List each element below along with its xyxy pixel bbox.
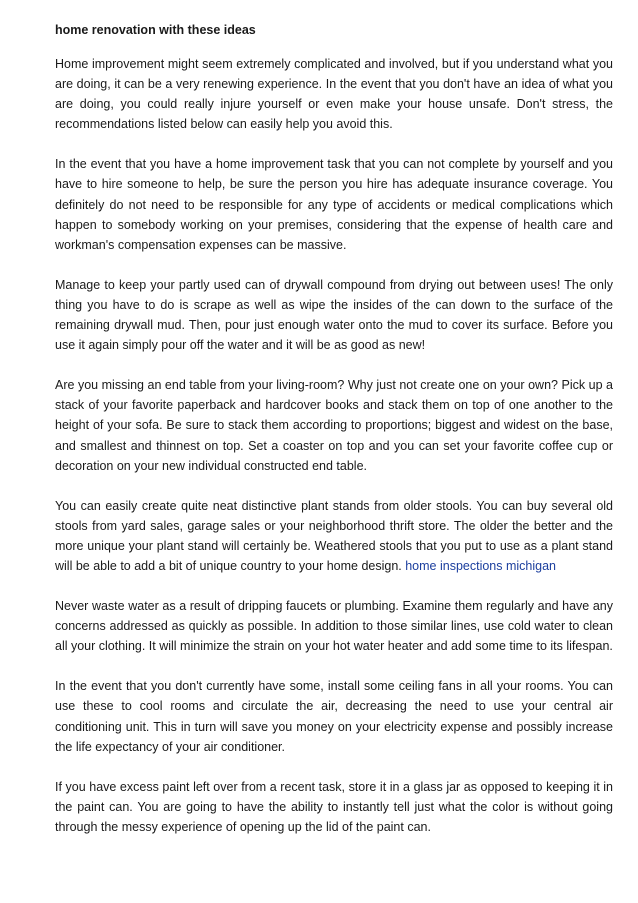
plant-paragraph-text: You can easily create quite neat distinctive plant stands from older stools. You can buy several old stools from yard sales, garage sales or your neighborhood thrift store. The older the better and the more unique your plant stand will certainly be. Weathered stools that you put to use as a plant stand will be able to add a bit of unique country to your home design. — [55, 498, 613, 573]
paragraph-ceiling-fans: In the event that you don't currently have some, install some ceiling fans in all your rooms. You can use these to cool rooms and circulate the air, decreasing the need to use your central air conditioning unit. This in turn will save you money on your electricity expense and possibly increase the life expectancy of your air conditioner. — [55, 679, 613, 754]
paragraph-end-table: Are you missing an end table from your living-room? Why just not create one on your own? Pick up a stack of your favorite paperback and hardcover books and stack them on top of one another to the height of your sofa. Be sure to stack them according to proportions; biggest and widest on the base, and smallest and thinnest on top. Set a coaster on top and you can set your favorite coffee cup or decoration on your new individual constructed end table. — [55, 378, 613, 473]
home-inspections-link[interactable]: home inspections michigan — [405, 558, 557, 573]
paragraph-water: Never waste water as a result of dripping faucets or plumbing. Examine them regularly and have any concerns addressed as quickly as possible. In addition to those similar lines, use cold water to clean all your clothing. It will minimize the strain on your hot water heater and add some time to its lifespan. — [55, 599, 613, 654]
paragraph-paint: If you have excess paint left over from a recent task, store it in a glass jar as opposed to keeping it in the paint can. You are going to have the ability to instantly tell just what the color is without going through the messy experience of opening up the lid of the paint can. — [55, 779, 613, 834]
document-title: home renovation with these ideas — [55, 23, 256, 37]
paragraph-insurance: In the event that you have a home improvement task that you can not complete by yourself and you have to hire someone to help, be sure the person you hire has adequate insurance coverage. You definitely do not need to be responsible for any type of accidents or medical complications which happen to somebody working on your premises, considering that the expense of health care and workman's compensation expenses can be massive. — [55, 157, 613, 252]
paragraph-intro: Home improvement might seem extremely complicated and involved, but if you understand what you are doing, it can be a very renewing experience. In the event that you don't have an idea of what you are doing, you could really injure yourself or even make your house unsafe. Don't stress, the recommendations listed below can easily help you avoid this. — [55, 57, 613, 132]
paragraph-plant-stands — [55, 496, 613, 576]
document-page — [55, 20, 613, 857]
paragraph-drywall: Manage to keep your partly used can of drywall compound from drying out between uses! The only thing you have to do is scrape as well as wipe the insides of the can down to the surface of the remaining drywall mud. Then, pour just enough water onto the mud to cover its surface. Before you use it again simply pour off the water and it will be as good as new! — [55, 277, 613, 353]
